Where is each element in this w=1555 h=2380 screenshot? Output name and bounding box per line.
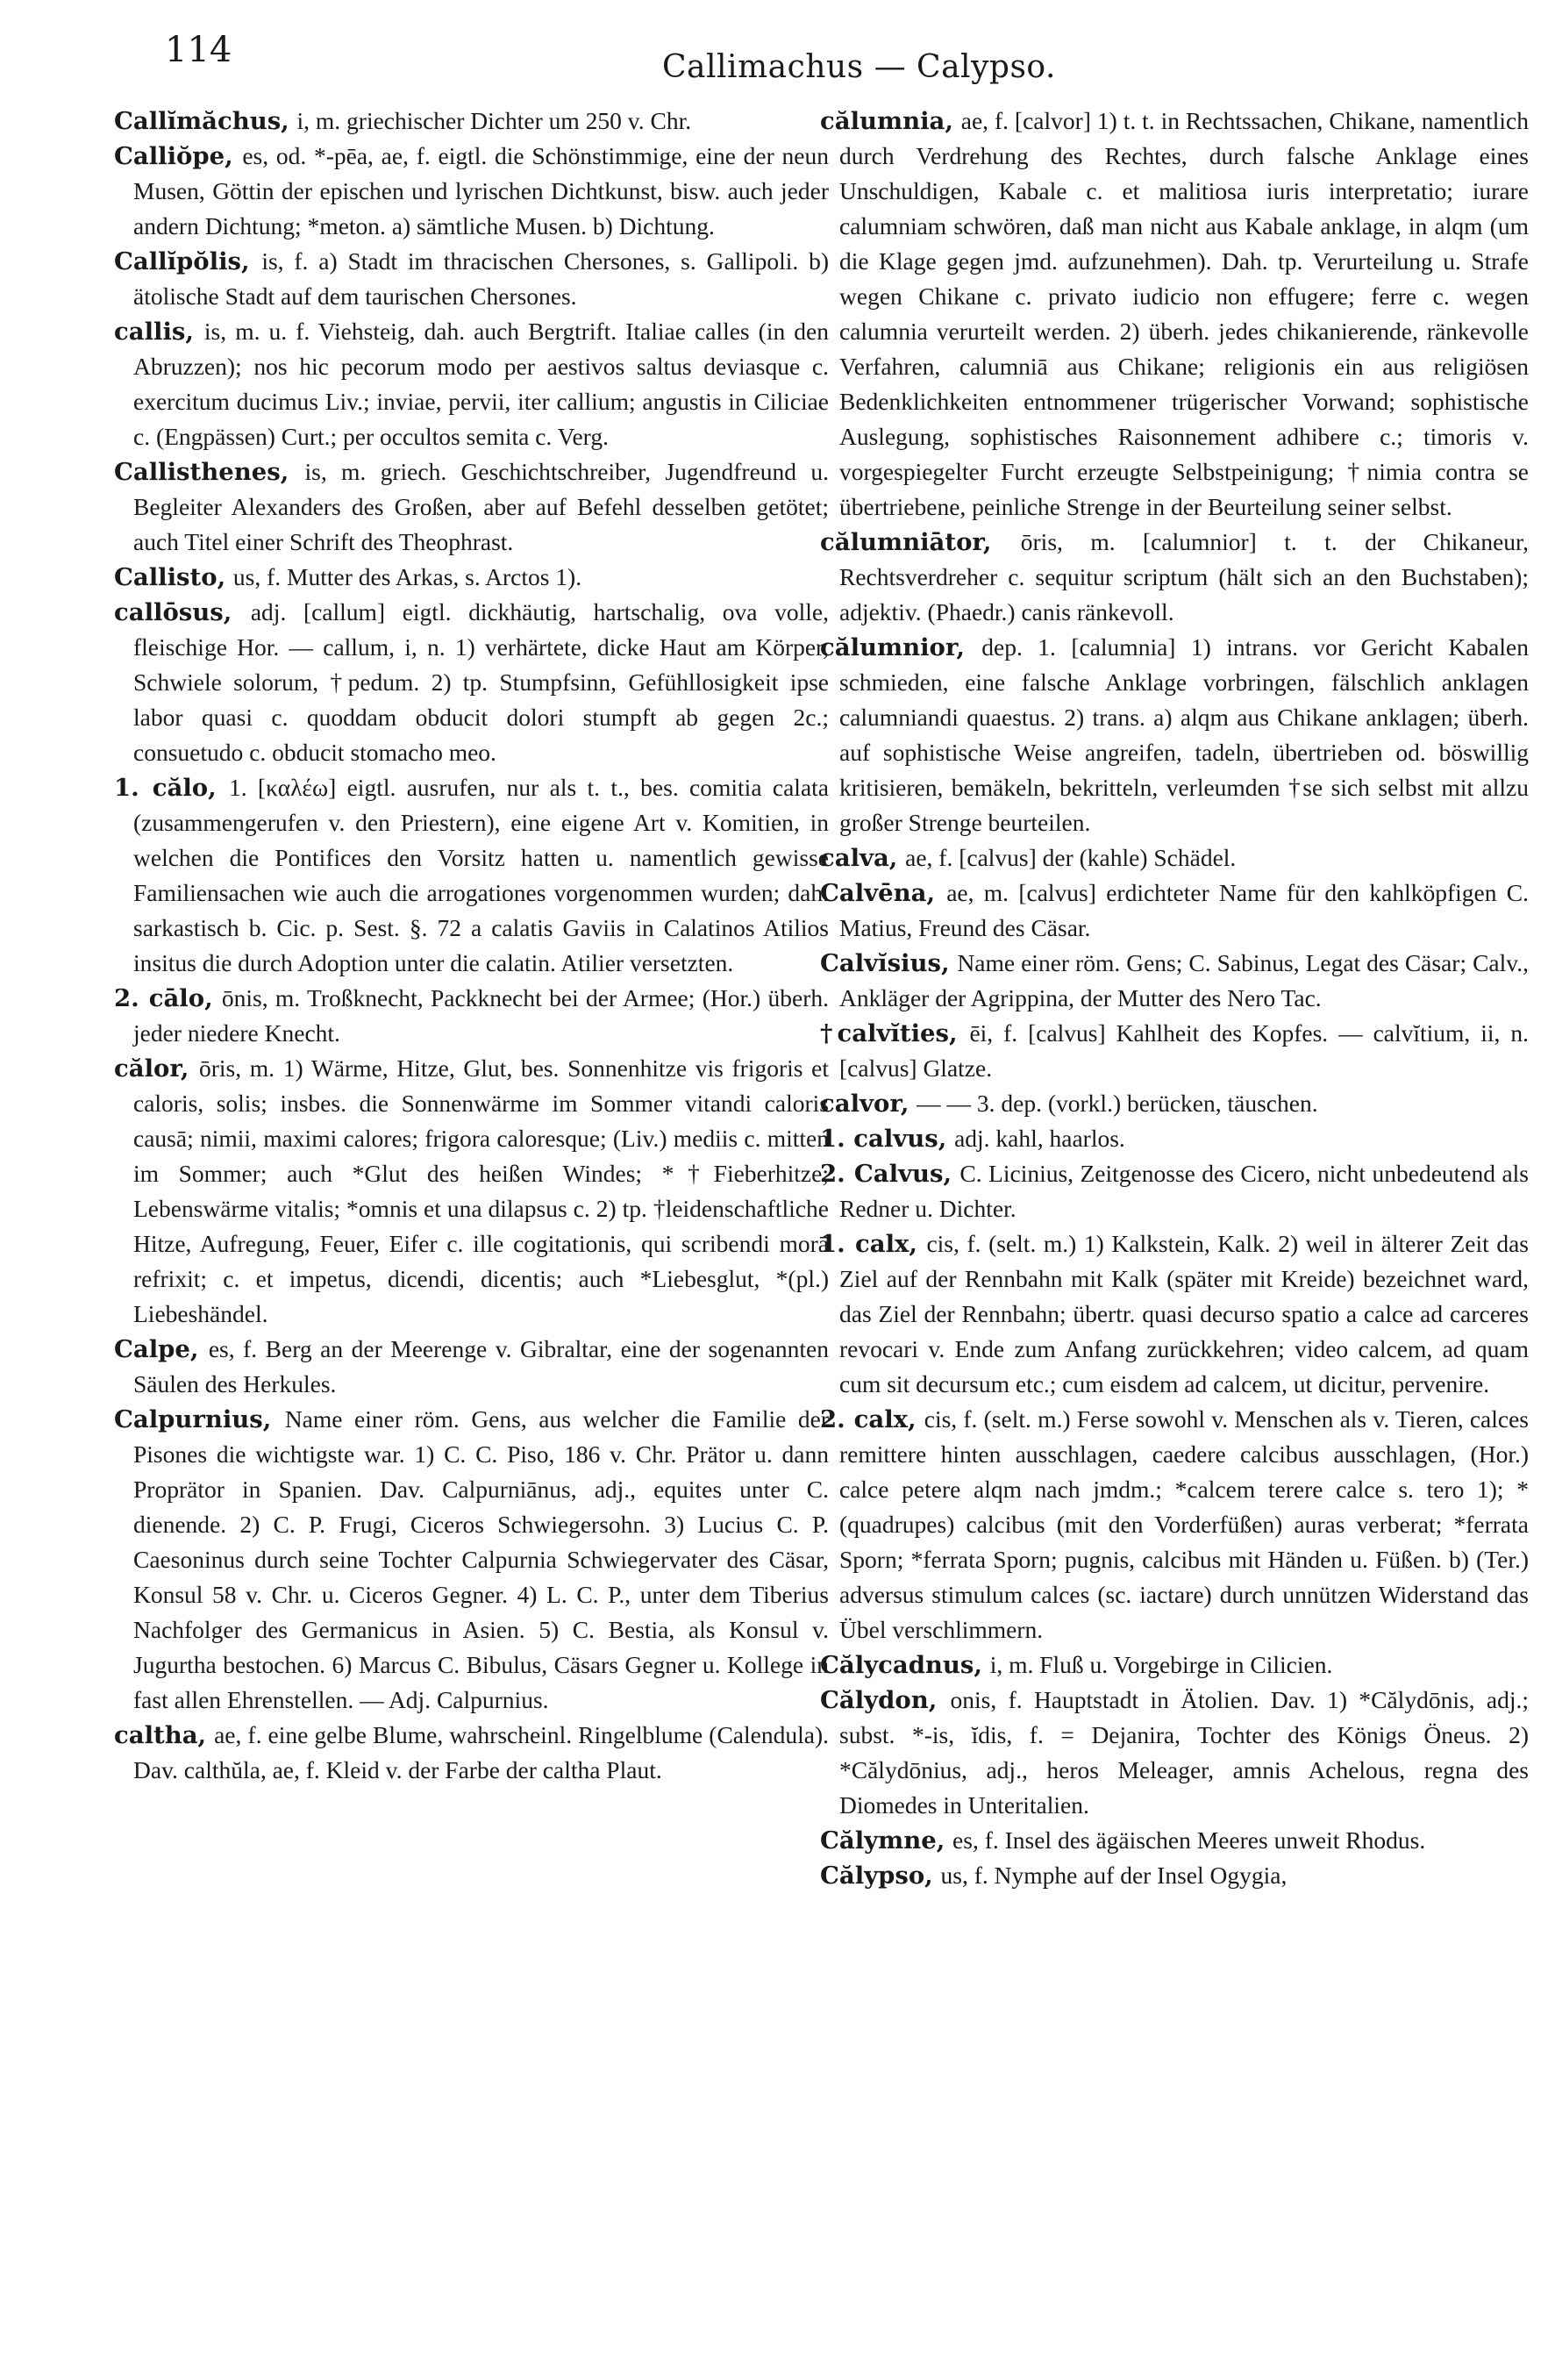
dictionary-entry bbox=[114, 139, 829, 244]
entry-lemma: Callisthenes, bbox=[114, 458, 289, 486]
entry-text: ae, f. [calvus] der (kahle) Schädel. bbox=[905, 844, 1237, 871]
dictionary-entry bbox=[820, 1156, 1529, 1226]
entry-lemma: 2. Calvus, bbox=[820, 1160, 952, 1188]
entry-lemma: Calpurnius, bbox=[114, 1405, 272, 1433]
entry-lemma: Calpe, bbox=[114, 1335, 199, 1363]
dictionary-entry bbox=[114, 314, 829, 454]
entry-text: cis, f. (selt. m.) 1) Kalkstein, Kalk. 2) weil in älterer Zeit das Ziel auf der Rennbahn mit Kalk (später mit Kreide) bezeichnet ward, das Ziel der Rennbahn; übertr. quasi decurso spatio a calce ad carceres revocari v. Ende zum Anfang zurückkehren; video calcem, ad quam cum sit decursum etc.; cum eisdem ad calcem, ut dicitur, pervenire. bbox=[839, 1230, 1529, 1397]
dictionary-entry bbox=[114, 1402, 829, 1718]
dictionary-entry bbox=[820, 1226, 1529, 1402]
entry-lemma: calvor, bbox=[820, 1090, 909, 1118]
dictionary-entry bbox=[114, 244, 829, 314]
entry-text: ae, m. [calvus] erdichteter Name für den kahlköpfigen C. Matius, Freund des Cäsar. bbox=[839, 879, 1529, 941]
left-column bbox=[114, 104, 829, 2358]
entry-text: adj. [callum] eigtl. dickhäutig, hartschalig, ova volle, fleischige Hor. — callum, i, n. 1) verhärtete, dicke Haut am Körper, Schwiele solorum, †pedum. 2) tp. Stumpfsinn, Gefühllosigkeit ipse labor quasi c. quoddam obducit dolori stumpft ab gegen 2c.; consuetudo c. obducit stomacho meo. bbox=[133, 598, 829, 766]
dictionary-entry bbox=[114, 981, 829, 1051]
entry-text: i, m. griechischer Dichter um 250 v. Chr. bbox=[296, 107, 692, 134]
entry-text: Name einer röm. Gens; C. Sabinus, Legat des Cäsar; Calv., Ankläger der Agrippina, der Mutter des Nero Tac. bbox=[839, 949, 1529, 1011]
entry-lemma: Calvēna, bbox=[820, 879, 936, 907]
entry-text: 1. [καλέω] eigtl. ausrufen, nur als t. t., bes. comitia calata (zusammengerufen v. den Priestern), eine eigene Art v. Komitien, in welchen die Pontifices den Vorsitz hatten u. namentlich gewisse Familiensachen wie auch die arrogationes vorgenommen wurden; dah. sarkastisch b. Cic. p. Sest. §. 72 a calatis Gaviis in Calatinos Atilios insitus die durch Adoption unter die calatin. Atilier versetzten. bbox=[133, 774, 829, 976]
entry-lemma: †calvĭties, bbox=[820, 1019, 958, 1047]
running-head: Callimachus — Calypso. bbox=[662, 49, 1056, 85]
entry-text: es, od. *-pēa, ae, f. eigtl. die Schönstimmige, eine der neun Musen, Göttin der epischen und lyrischen Dichtkunst, bisw. auch jeder andern Dichtung; *meton. a) sämtliche Musen. b) Dichtung. bbox=[133, 142, 829, 239]
entry-text: adj. kahl, haarlos. bbox=[954, 1125, 1125, 1152]
entry-text: — — 3. dep. (vorkl.) berücken, täuschen. bbox=[917, 1090, 1318, 1117]
dictionary-entry bbox=[820, 1016, 1529, 1086]
entry-lemma: callis, bbox=[114, 318, 194, 346]
entry-lemma: Calvĭsius, bbox=[820, 949, 950, 977]
entry-text: ōris, m. [calumnior] t. t. der Chikaneur, Rechtsverdreher c. sequitur scriptum (hält sich an den Buchstaben); adjektiv. (Phaedr.) canis ränkevoll. bbox=[839, 528, 1529, 625]
entry-lemma: Călycadnus, bbox=[820, 1651, 982, 1679]
entry-lemma: 1. calx, bbox=[820, 1230, 917, 1258]
entry-text: cis, f. (selt. m.) Ferse sowohl v. Menschen als v. Tieren, calces remittere hinten ausschlagen, caedere calcibus ausschlagen, (Hor.) calce petere alqm nach jmdm.; *calcem terere calce s. tero 1); *(quadrupes) calcibus (mit den Vorderfüßen) auras verberat; *ferrata Sporn; *ferrata Sporn; pugnis, calcibus mit Händen u. Füßen. b) (Ter.) adversus stimulum calces (sc. iactare) durch unnützen Widerstand das Übel verschlimmern. bbox=[839, 1405, 1529, 1643]
entry-lemma: calva, bbox=[820, 844, 898, 872]
dictionary-entry bbox=[820, 1823, 1529, 1858]
dictionary-entry bbox=[820, 1121, 1529, 1156]
entry-lemma: 1. calvus, bbox=[820, 1125, 947, 1153]
entry-lemma: 2. calx, bbox=[820, 1405, 917, 1433]
dictionary-entry bbox=[114, 454, 829, 560]
dictionary-entry bbox=[820, 1647, 1529, 1683]
entry-lemma: Callisto, bbox=[114, 563, 226, 591]
entry-lemma: caltha, bbox=[114, 1721, 207, 1749]
entry-lemma: Călymne, bbox=[820, 1826, 945, 1855]
entry-text: ae, f. eine gelbe Blume, wahrscheinl. Ringelblume (Calendula). Dav. calthŭla, ae, f. Kleid v. der Farbe der caltha Plaut. bbox=[133, 1721, 829, 1783]
dictionary-entry bbox=[114, 1718, 829, 1788]
entry-lemma: Callĭmăchus, bbox=[114, 107, 289, 135]
entry-lemma: Callĭpŏlis, bbox=[114, 247, 250, 275]
entry-text: onis, f. Hauptstadt in Ätolien. Dav. 1) *Călydōnis, adj.; subst. *-is, ĭdis, f. = Dejanira, Tochter des Königs Öneus. 2) *Călydōnius, adj., heros Meleager, amnis Achelous, regna des Diomedes in Unteritalien. bbox=[839, 1686, 1529, 1819]
dictionary-entry bbox=[820, 630, 1529, 840]
entry-lemma: călor, bbox=[114, 1054, 189, 1083]
entry-lemma: 2. cālo, bbox=[114, 984, 213, 1012]
right-column bbox=[820, 104, 1529, 2358]
entry-lemma: călumnior, bbox=[820, 633, 965, 661]
dictionary-entry bbox=[820, 1086, 1529, 1121]
entry-lemma: callōsus, bbox=[114, 598, 232, 626]
page-number: 114 bbox=[165, 30, 232, 70]
dictionary-entry bbox=[820, 525, 1529, 630]
entry-text: es, f. Insel des ägäischen Meeres unweit Rhodus. bbox=[952, 1826, 1426, 1854]
dictionary-entry bbox=[114, 560, 829, 595]
entry-text: ōris, m. 1) Wärme, Hitze, Glut, bes. Sonnenhitze vis frigoris et caloris, solis; insbes. die Sonnenwärme im Sommer vitandi caloris causā; nimii, maximi calores; frigora caloresque; (Liv.) mediis c. mitten im Sommer; auch *Glut des heißen Windes; *†Fieberhitze; Lebenswärme vitalis; *omnis et una dilapsus c. 2) tp. †leidenschaftliche Hitze, Aufregung, Feuer, Eifer c. ille cogitationis, qui scribendi morā refrixit; c. et impetus, dicendi, dicentis; auch *Liebesglut, *(pl.) Liebeshändel. bbox=[133, 1054, 829, 1327]
entry-text: es, f. Berg an der Meerenge v. Gibraltar, eine der sogenannten Säulen des Herkules. bbox=[133, 1335, 829, 1397]
entry-text: ōnis, m. Troßknecht, Packknecht bei der Armee; (Hor.) überh. jeder niedere Knecht. bbox=[133, 984, 829, 1047]
entry-lemma: Călydon, bbox=[820, 1686, 938, 1714]
entry-lemma: Calliŏpe, bbox=[114, 142, 233, 170]
dictionary-entry bbox=[114, 595, 829, 770]
entry-lemma: Călypso, bbox=[820, 1862, 933, 1890]
dictionary-entry bbox=[114, 104, 829, 139]
dictionary-entry bbox=[114, 770, 829, 981]
dictionary-entry bbox=[820, 1402, 1529, 1647]
entry-text: ēi, f. [calvus] Kahlheit des Kopfes. — calvĭtium, ii, n. [calvus] Glatze. bbox=[839, 1019, 1529, 1082]
dictionary-entry bbox=[820, 1858, 1529, 1893]
entry-text: is, m. u. f. Viehsteig, dah. auch Bergtrift. Italiae calles (in den Abruzzen); nos hic pecorum modo per aestivos saltus deviasque c. exercitum ducimus Liv.; inviae, pervii, iter callium; angustis in Ciliciae c. (Engpässen) Curt.; per occultos semita c. Verg. bbox=[133, 318, 829, 450]
dictionary-entry bbox=[114, 1332, 829, 1402]
entry-text: is, m. griech. Geschichtschreiber, Jugendfreund u. Begleiter Alexanders des Großen, aber auf Befehl desselben getötet; auch Titel einer Schrift des Theophrast. bbox=[133, 458, 829, 555]
entry-text: C. Licinius, Zeitgenosse des Cicero, nicht unbedeutend als Redner u. Dichter. bbox=[839, 1160, 1529, 1222]
entry-text: i, m. Fluß u. Vorgebirge in Cilicien. bbox=[989, 1651, 1333, 1678]
entry-text: dep. 1. [calumnia] 1) intrans. vor Gericht Kabalen schmieden, eine falsche Anklage vorbringen, fälschlich anklagen calumniandi quaestus. 2) trans. a) alqm aus Chikane anklagen; überh. auf sophistische Weise angreifen, tadeln, übertrieben od. böswillig kritisieren, bemäkeln, bekritteln, verleumden †se sich selbst mit allzu großer Strenge beurteilen. bbox=[839, 633, 1529, 836]
entry-text: Name einer röm. Gens, aus welcher die Familie der Pisones die wichtigste war. 1) C. C. Piso, 186 v. Chr. Prätor u. dann Proprätor in Spanien. Dav. Calpurniānus, adj., equites unter C. dienende. 2) C. P. Frugi, Ciceros Schwiegersohn. 3) Lucius C. P. Caesoninus durch seine Tochter Calpurnia Schwiegervater des Cäsar, Konsul 58 v. Chr. u. Ciceros Gegner. 4) L. C. P., unter dem Tiberius Nachfolger des Germanicus in Asien. 5) C. Bestia, als Konsul v. Jugurtha bestochen. 6) Marcus C. Bibulus, Cäsars Gegner u. Kollege in fast allen Ehrenstellen. — Adj. Calpurnius. bbox=[133, 1405, 829, 1713]
dictionary-entry bbox=[820, 1683, 1529, 1823]
entry-lemma: călumnia, bbox=[820, 107, 953, 135]
dictionary-entry bbox=[820, 946, 1529, 1016]
dictionary-entry bbox=[114, 1051, 829, 1332]
entry-text: is, f. a) Stadt im thracischen Chersones, s. Gallipoli. b) ätolische Stadt auf dem taurischen Chersones. bbox=[133, 247, 829, 310]
entry-lemma: călumniātor, bbox=[820, 528, 992, 556]
entry-lemma: 1. călo, bbox=[114, 774, 217, 802]
dictionary-entry bbox=[820, 840, 1529, 876]
entry-text: us, f. Nymphe auf der Insel Ogygia, bbox=[940, 1862, 1288, 1889]
entry-text: us, f. Mutter des Arkas, s. Arctos 1). bbox=[232, 563, 582, 590]
dictionary-entry bbox=[820, 876, 1529, 946]
entry-text: ae, f. [calvor] 1) t. t. in Rechtssachen, Chikane, namentlich durch Verdrehung des Rechtes, durch falsche Anklage eines Unschuldigen, Kabale c. et malitiosa iuris interpretatio; iurare calumniam schwören, daß man nicht aus Kabale anklage, in alqm (um die Klage gegen jmd. aufzunehmen). Dah. tp. Verurteilung u. Strafe wegen Chikane c. privato iudicio non effugere; ferre c. wegen calumnia verurteilt werden. 2) überh. jedes chikanierende, ränkevolle Verfahren, calumniā aus Chikane; religionis ein aus religiösen Bedenklichkeiten entnommener trügerischer Vorwand; sophistische Auslegung, sophistisches Raisonnement adhibere c.; timoris v. vorgespiegelter Furcht erzeugte Selbstpeinigung; †nimia contra se übertriebene, peinliche Strenge in der Beurteilung seiner selbst. bbox=[839, 107, 1529, 520]
dictionary-entry bbox=[820, 104, 1529, 525]
